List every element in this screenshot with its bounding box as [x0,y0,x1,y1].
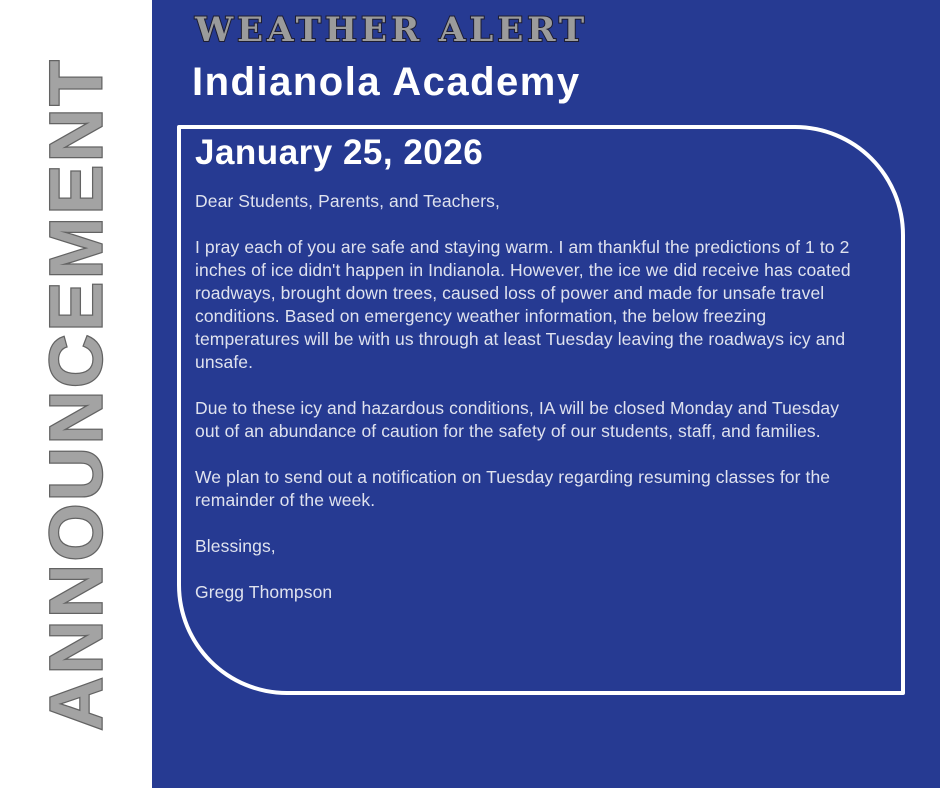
letter-card [177,125,905,695]
announcement-vertical-label: ANNOUNCEMENT [34,57,118,731]
weather-alert-title: WEATHER ALERT [195,10,589,50]
letter-body [195,190,855,604]
letter-date: January 25, 2026 [195,133,484,172]
blue-panel [152,0,940,788]
letter-closing: Blessings, [195,536,276,556]
school-name: Indianola Academy [192,60,581,104]
letter-paragraph: Due to these icy and hazardous conditions, IA will be closed Monday and Tuesday out of an abundance of caution for the safety of our students, staff, and families. [195,398,840,441]
letter-paragraph: I pray each of you are safe and staying warm. I am thankful the predictions of 1 to 2 inches of ice didn't happen in Indianola. However, the ice we did receive has coated roadways, brought down trees, caused loss of power and made for unsafe travel conditions. Based on emergency weather information, the below freezing temperatures will be with us through at least Tuesday leaving the roadways icy and unsafe. [195,237,851,372]
letter-salutation: Dear Students, Parents, and Teachers, [195,191,500,211]
letter-paragraph: We plan to send out a notification on Tuesday regarding resuming classes for the remainder of the week. [195,467,831,510]
left-sidebar [0,0,152,788]
letter-signature: Gregg Thompson [195,582,333,602]
